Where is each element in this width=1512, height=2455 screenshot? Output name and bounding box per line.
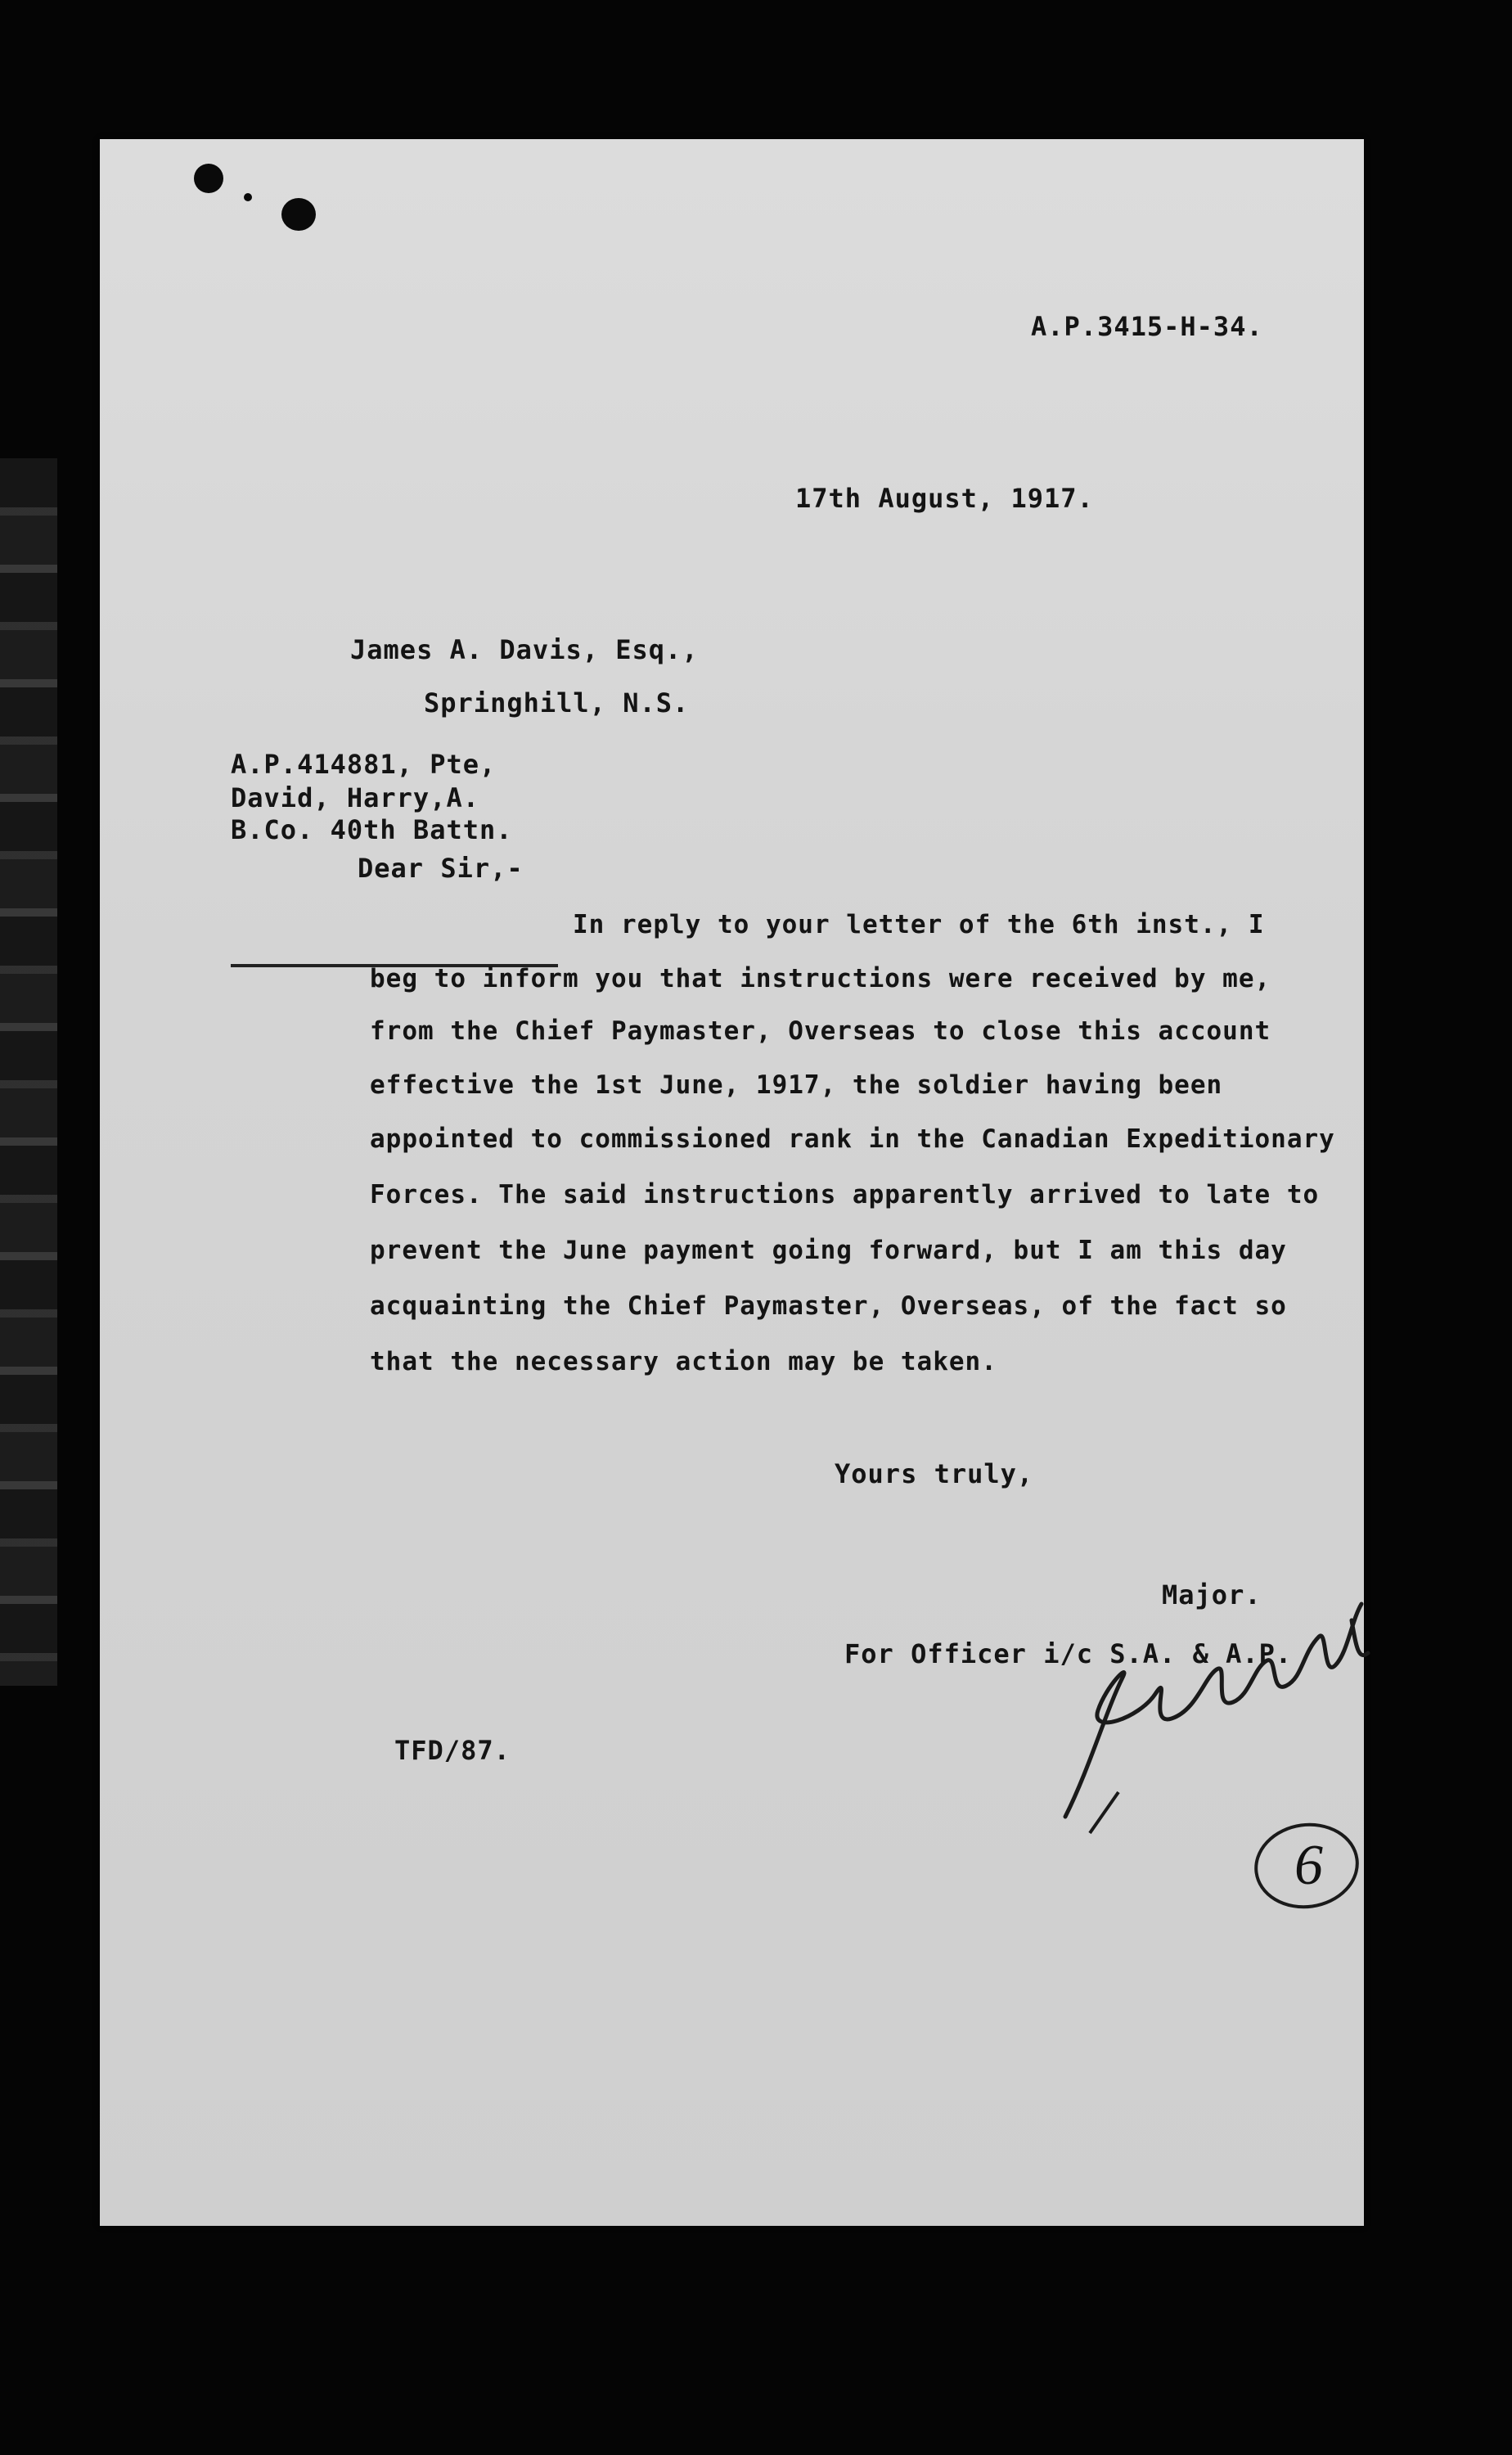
body-line: effective the 1st June, 1917, the soldier having been: [370, 1070, 1223, 1100]
signature-block: For Officer i/c S.A. & A.P.: [844, 1638, 1293, 1669]
body-line: beg to inform you that instructions were received by me,: [370, 964, 1271, 993]
letter-page: [100, 139, 1364, 2226]
recipient-place: Springhill, N.S.: [424, 687, 690, 718]
file-reference: A.P.3415-H-34.: [1031, 311, 1263, 342]
punch-hole: [281, 198, 316, 231]
subject-line: A.P.414881, Pte,: [231, 749, 497, 780]
body-line: from the Chief Paymaster, Overseas to close this account: [370, 1016, 1271, 1046]
body-line: that the necessary action may be taken.: [370, 1347, 997, 1376]
film-edge-strip: [0, 458, 57, 1686]
closing: Yours truly,: [835, 1458, 1034, 1489]
circled-page-number: [1249, 1817, 1364, 1915]
body-line: appointed to commissioned rank in the Canadian Expeditionary: [370, 1124, 1335, 1154]
salutation: Dear Sir,-: [358, 853, 524, 884]
body-line: Forces. The said instructions apparently arrived to late to: [370, 1180, 1320, 1209]
ink-dot: [244, 193, 252, 201]
subject-line: B.Co. 40th Battn.: [231, 814, 513, 845]
recipient-name: James A. Davis, Esq.,: [350, 634, 699, 665]
body-line: prevent the June payment going forward, but I am this day: [370, 1236, 1287, 1265]
rank: Major.: [1162, 1579, 1262, 1610]
letter-date: 17th August, 1917.: [795, 483, 1094, 514]
punch-hole: [194, 164, 223, 193]
body-line: In reply to your letter of the 6th inst., I: [573, 910, 1265, 939]
typist-reference: TFD/87.: [394, 1735, 511, 1766]
circled-number-text: 6: [1294, 1834, 1323, 1897]
body-line: acquainting the Chief Paymaster, Overseas, of the fact so: [370, 1291, 1287, 1321]
subject-line: David, Harry,A.: [231, 782, 479, 813]
